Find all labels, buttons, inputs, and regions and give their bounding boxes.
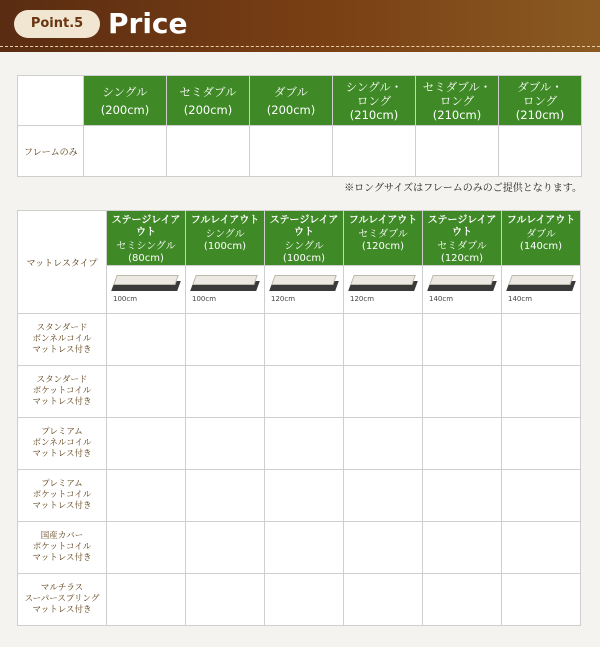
price-cell (423, 314, 502, 366)
price-cell (107, 470, 186, 522)
bed-image-cell (344, 266, 423, 314)
col-header: セミダブル・ ロング (210cm) (416, 76, 499, 126)
bed-image-cell (502, 266, 581, 314)
row-label: マルチラス スーパースプリング マットレス付き (18, 574, 107, 626)
table-row (18, 366, 581, 418)
price-cell (502, 366, 581, 418)
price-cell (502, 418, 581, 470)
price-cell (423, 470, 502, 522)
col-header: ステージレイアウト セミシングル (80cm) (107, 211, 186, 266)
col-header: フルレイアウト ダブル (140cm) (502, 211, 581, 266)
price-cell (265, 366, 344, 418)
price-cell (502, 314, 581, 366)
price-cell (502, 574, 581, 626)
row-label: スタンダード ポケットコイル マットレス付き (18, 366, 107, 418)
row-label: 国産カバー ポケットコイル マットレス付き (18, 522, 107, 574)
price-cell (186, 418, 265, 470)
row-label: プレミアム ポケットコイル マットレス付き (18, 470, 107, 522)
price-cell (344, 470, 423, 522)
col-header: ステージレイアウト セミダブル (120cm) (423, 211, 502, 266)
price-cell (333, 126, 416, 177)
dashed-divider (0, 46, 600, 47)
price-cell (186, 574, 265, 626)
price-cell (499, 126, 582, 177)
price-cell (265, 522, 344, 574)
bed-illustration: 120cm (267, 271, 341, 309)
price-cell (107, 574, 186, 626)
row-label: スタンダード ボンネルコイル マットレス付き (18, 314, 107, 366)
price-cell (344, 366, 423, 418)
price-cell (344, 418, 423, 470)
price-cell (502, 522, 581, 574)
price-cell (265, 470, 344, 522)
price-cell (423, 522, 502, 574)
price-cell (344, 574, 423, 626)
col-header: セミダブル (200cm) (167, 76, 250, 126)
price-cell (423, 366, 502, 418)
table-row (18, 470, 581, 522)
col-header: フルレイアウト セミダブル (120cm) (344, 211, 423, 266)
price-cell (107, 522, 186, 574)
section-title: Price (108, 7, 188, 40)
col-header: ダブル・ ロング (210cm) (499, 76, 582, 126)
price-cell (186, 314, 265, 366)
price-cell (265, 574, 344, 626)
row-label-frame-only: フレームのみ (18, 126, 84, 177)
table-row (18, 522, 581, 574)
table-corner (18, 76, 84, 126)
price-cell (265, 314, 344, 366)
price-cell (344, 522, 423, 574)
long-size-note: ※ロングサイズはフレームのみのご提供となります。 (344, 183, 582, 194)
price-cell (107, 314, 186, 366)
mattress-type-label: マットレスタイプ (18, 211, 107, 314)
col-header: シングル (200cm) (84, 76, 167, 126)
col-header: ステージレイアウト シングル (100cm) (265, 211, 344, 266)
price-cell (186, 366, 265, 418)
price-cell (107, 366, 186, 418)
bed-illustration: 140cm (425, 271, 499, 309)
price-cell (186, 522, 265, 574)
bed-illustration: 100cm (188, 271, 262, 309)
col-header: ダブル (200cm) (250, 76, 333, 126)
price-cell (265, 418, 344, 470)
table-row (18, 418, 581, 470)
price-cell (84, 126, 167, 177)
row-label: プレミアム ボンネルコイル マットレス付き (18, 418, 107, 470)
price-cell (250, 126, 333, 177)
bed-image-cell (186, 266, 265, 314)
point-badge: Point.5 (14, 10, 100, 38)
section-header (0, 0, 600, 52)
bed-illustration: 140cm (504, 271, 578, 309)
col-header: フルレイアウト シングル (100cm) (186, 211, 265, 266)
mattress-price-table (17, 210, 581, 626)
price-cell (107, 418, 186, 470)
bed-image-cell (265, 266, 344, 314)
frame-price-table (17, 75, 582, 177)
price-cell (423, 574, 502, 626)
table-row (18, 314, 581, 366)
bed-illustration: 100cm (109, 271, 183, 309)
table-row (18, 574, 581, 626)
col-header: シングル・ ロング (210cm) (333, 76, 416, 126)
price-cell (416, 126, 499, 177)
bed-illustration: 120cm (346, 271, 420, 309)
bed-image-cell (107, 266, 186, 314)
price-cell (167, 126, 250, 177)
price-cell (344, 314, 423, 366)
price-cell (423, 418, 502, 470)
price-cell (186, 470, 265, 522)
price-cell (502, 470, 581, 522)
bed-image-cell (423, 266, 502, 314)
